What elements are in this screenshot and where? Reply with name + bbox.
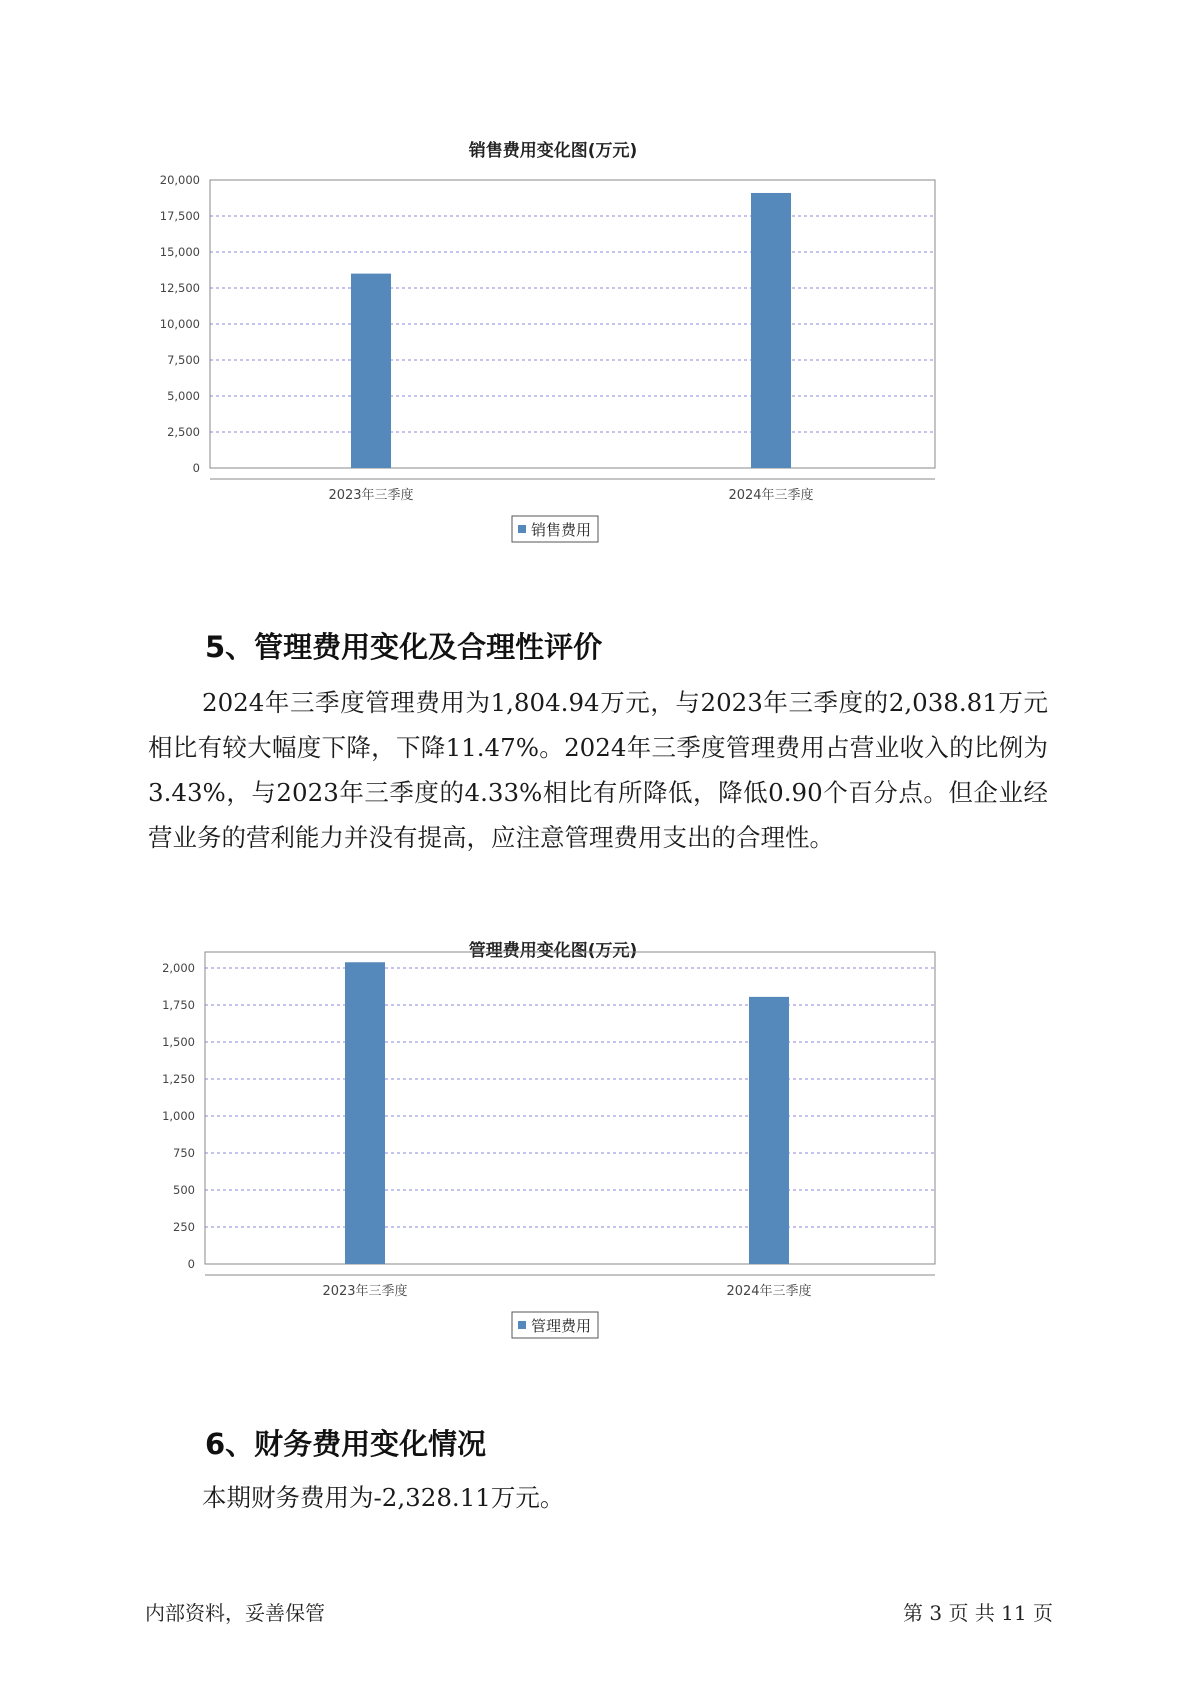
y-tick-label: 12,500	[159, 281, 200, 295]
y-tick-label: 500	[173, 1183, 195, 1197]
bar	[345, 962, 385, 1264]
y-tick-label: 750	[173, 1146, 195, 1160]
footer-page-number: 第 3 页 共 11 页	[903, 1601, 1053, 1625]
bar	[351, 274, 391, 468]
plot-frame	[205, 952, 935, 1264]
section-6-heading: 6、财务费用变化情况	[205, 1427, 487, 1461]
y-axis-ticks	[162, 961, 195, 1271]
legend-label: 销售费用	[531, 521, 592, 539]
y-tick-label: 7,500	[167, 353, 200, 367]
bars	[351, 193, 791, 468]
sales-expense-chart	[150, 140, 1040, 600]
section-6-paragraph: 本期财务费用为-2,328.11万元。	[202, 1483, 565, 1512]
footer-confidential-note: 内部资料，妥善保管	[145, 1601, 325, 1625]
legend	[512, 516, 598, 542]
x-category-label: 2023年三季度	[322, 1284, 408, 1299]
sales-expense-chart-svg	[150, 140, 1040, 600]
x-category-label: 2023年三季度	[328, 488, 414, 503]
y-tick-label: 5,000	[167, 389, 200, 403]
y-tick-label: 250	[173, 1220, 195, 1234]
y-tick-label: 2,500	[167, 425, 200, 439]
admin-expense-chart-svg	[150, 940, 1040, 1400]
y-tick-label: 1,000	[162, 1109, 195, 1123]
section-5-paragraph: 2024年三季度管理费用为1,804.94万元，与2023年三季度的2,038.81万元相比有较大幅度下降，下降11.47%。2024年三季度管理费用占营业收入的比例为3.43%，与2023年三季度的4.33%相比有所降低，降低0.90个百分点。但企业经营业务的营利能力并没有提高，应注意管理费用支出的合理性。	[148, 688, 1048, 852]
x-category-label: 2024年三季度	[728, 488, 814, 503]
legend	[512, 1312, 598, 1338]
y-tick-label: 15,000	[159, 245, 200, 259]
chart-title: 销售费用变化图(万元)	[468, 141, 638, 161]
x-category-label: 2024年三季度	[726, 1284, 812, 1299]
chart-title: 管理费用变化图(万元)	[468, 941, 638, 961]
admin-expense-chart	[150, 940, 1040, 1400]
y-tick-label: 2,000	[162, 961, 195, 975]
y-tick-label: 1,250	[162, 1072, 195, 1086]
legend-label: 管理费用	[531, 1317, 592, 1335]
bar	[749, 997, 789, 1264]
y-tick-label: 1,500	[162, 1035, 195, 1049]
y-axis-ticks	[160, 173, 200, 475]
legend-swatch	[518, 1321, 526, 1329]
y-tick-label: 10,000	[159, 317, 200, 331]
y-tick-label: 20,000	[159, 173, 200, 187]
grid-lines	[205, 968, 935, 1264]
section-5-heading: 5、管理费用变化及合理性评价	[205, 630, 603, 664]
bar	[751, 193, 791, 468]
bars	[345, 962, 789, 1264]
grid-lines	[210, 180, 935, 468]
y-tick-label: 1,750	[162, 998, 195, 1012]
y-tick-label: 0	[187, 1257, 195, 1271]
y-tick-label: 17,500	[159, 209, 200, 223]
y-tick-label: 0	[192, 461, 200, 475]
legend-swatch	[518, 525, 526, 533]
